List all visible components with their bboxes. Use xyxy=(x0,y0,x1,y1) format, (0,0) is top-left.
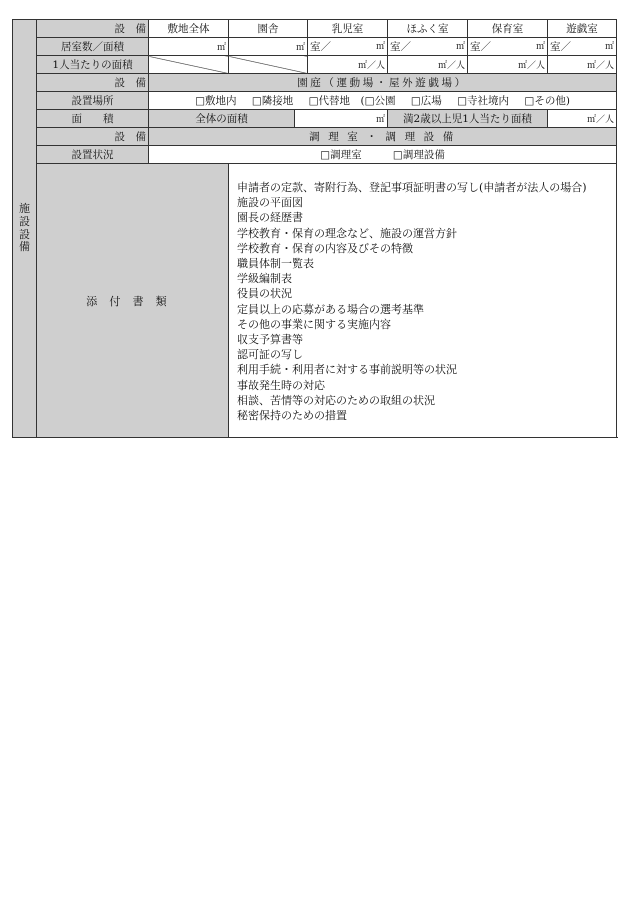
attachment-item: 利用手続・利用者に対する事前説明等の状況 xyxy=(237,363,457,377)
kitchen-status-row xyxy=(13,146,617,164)
row-label-room-count-area: 居室数／面積 xyxy=(37,38,149,56)
row-label-per-person-area: 1人当たりの面積 xyxy=(37,56,149,74)
per-person-area-row xyxy=(13,56,617,74)
site-per-person-na xyxy=(149,56,229,74)
attachment-item: 園長の経歴書 xyxy=(237,211,303,225)
equipment-header-row xyxy=(13,20,617,38)
checkbox-adjacent[interactable]: □隣接地 xyxy=(251,95,294,107)
facility-form-sheet xyxy=(12,19,617,438)
row-label-equipment: 設 備 xyxy=(37,20,149,38)
attachment-item: 相談、苦情等の対応のための取組の状況 xyxy=(237,393,435,407)
checkbox-kitchen-room[interactable]: □調理室 xyxy=(320,149,362,161)
attachment-item: 職員体制一覧表 xyxy=(237,257,314,271)
total-area-field[interactable]: ㎡ xyxy=(295,110,388,128)
col-header-play-room: 遊戯室 xyxy=(548,20,617,38)
attachment-item: 事故発生時の対応 xyxy=(237,378,325,392)
attachment-item: 申請者の定款、寄附行為、登記事項証明書の写し(申請者が法人の場合) xyxy=(237,181,587,194)
facility-section-label: 施 設 設 備 xyxy=(13,20,37,438)
row-label-equipment-garden: 設 備 xyxy=(37,74,149,92)
attachment-item: 学校教育・保育の内容及びその特徴 xyxy=(237,241,413,255)
garden-location-options xyxy=(149,92,617,110)
garden-header: 園庭（運動場・屋外遊戯場） xyxy=(149,74,617,92)
checkbox-other[interactable]: □その他) xyxy=(524,95,570,107)
attachment-item: その他の事業に関する実施内容 xyxy=(237,317,391,331)
attachments-list xyxy=(229,164,617,438)
col-header-nursery-room: 保育室 xyxy=(468,20,548,38)
row-label-garden-area: 面 積 xyxy=(37,110,149,128)
attachments-row xyxy=(13,164,617,438)
play-room-per-person-field[interactable]: ㎡／人 xyxy=(548,56,617,74)
play-room-count-area-field[interactable]: 室／ ㎡ xyxy=(548,38,617,56)
attachment-item: 秘密保持のための措置 xyxy=(237,409,347,423)
kitchen-header: 調 理 室 ・ 調 理 設 備 xyxy=(149,128,617,146)
room-count-area-row xyxy=(13,38,617,56)
infant-room-per-person-field[interactable]: ㎡／人 xyxy=(308,56,388,74)
checkbox-kitchen-equipment[interactable]: □調理設備 xyxy=(392,149,445,161)
checkbox-substitute-park[interactable]: □代替地 (□公園 xyxy=(308,95,396,107)
building-area-field[interactable]: ㎡ xyxy=(229,38,308,56)
row-label-garden-location: 設置場所 xyxy=(37,92,149,110)
attachment-item: 認可証の写し xyxy=(237,348,303,362)
garden-area-row xyxy=(13,110,617,128)
attachment-item: 定員以上の応募がある場合の選考基準 xyxy=(237,302,424,316)
crawl-room-per-person-field[interactable]: ㎡／人 xyxy=(388,56,468,74)
garden-location-row xyxy=(13,92,617,110)
building-per-person-na xyxy=(229,56,308,74)
col-header-crawl-room: ほふく室 xyxy=(388,20,468,38)
site-area-field[interactable]: ㎡ xyxy=(149,38,229,56)
per-child-area-field[interactable]: ㎡／人 xyxy=(548,110,617,128)
row-label-kitchen-status: 設置状況 xyxy=(37,146,149,164)
per-child-area-label: 満2歳以上児1人当たり面積 xyxy=(388,110,548,128)
checkbox-on-site[interactable]: □敷地内 xyxy=(195,95,237,107)
infant-room-count-area-field[interactable]: 室／ ㎡ xyxy=(308,38,388,56)
attachments-label: 添付書類 xyxy=(37,164,229,438)
attachment-item: 収支予算書等 xyxy=(237,333,303,347)
nursery-room-count-area-field[interactable]: 室／ ㎡ xyxy=(468,38,548,56)
nursery-room-per-person-field[interactable]: ㎡／人 xyxy=(468,56,548,74)
kitchen-header-row xyxy=(13,128,617,146)
col-header-infant-room: 乳児室 xyxy=(308,20,388,38)
attachment-item: 施設の平面図 xyxy=(237,196,303,210)
facility-form-table xyxy=(12,19,617,438)
checkbox-square[interactable]: □広場 xyxy=(410,95,442,107)
attachment-item: 学校教育・保育の理念など、施設の運営方針 xyxy=(237,226,457,240)
crawl-room-count-area-field[interactable]: 室／ ㎡ xyxy=(388,38,468,56)
attachment-item: 役員の状況 xyxy=(237,287,292,301)
total-area-label: 全体の面積 xyxy=(149,110,295,128)
row-label-equipment-kitchen: 設 備 xyxy=(37,128,149,146)
kitchen-status-options xyxy=(149,146,617,164)
attachment-item: 学級編制表 xyxy=(237,272,292,286)
col-header-site: 敷地全体 xyxy=(149,20,229,38)
checkbox-shrine-grounds[interactable]: □寺社境内 xyxy=(457,95,510,107)
col-header-building: 園舎 xyxy=(229,20,308,38)
garden-header-row xyxy=(13,74,617,92)
